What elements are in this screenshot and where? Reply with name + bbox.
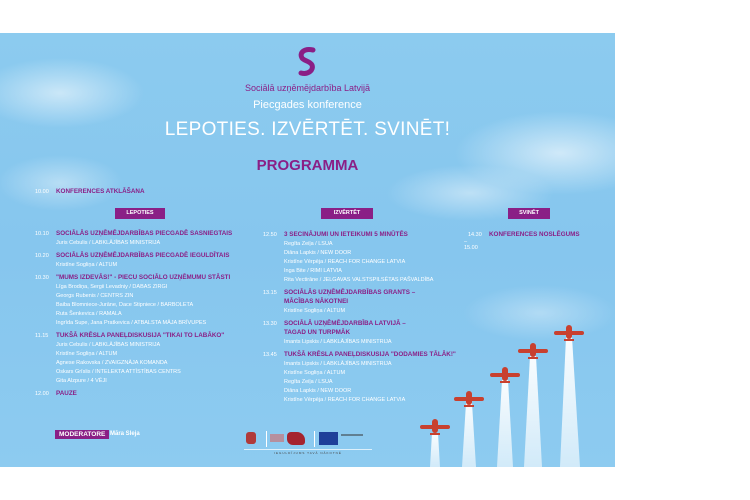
item-title: SOCIĀLĀS UZŅĒMĒJDARBĪBAS PIECGADĒ SASNIEGTAIS — [56, 230, 233, 237]
item-title: TUKŠĀ KRĒSLA PANEĻDISKUSIJA "DODAMIES TĀLĀK!" — [284, 351, 456, 358]
item-speaker: Ingrīda Supe, Jana Pratkevica / ATBALSTA MĀJA BRĪVUPES — [56, 320, 207, 326]
coat-of-arms-logo — [246, 432, 256, 444]
item-title: KONFERENCES NOSLĒGUMS — [489, 231, 580, 238]
divider — [244, 449, 372, 450]
program-heading: PROGRAMMA — [256, 157, 359, 174]
opening-title: KONFERENCES ATKLĀŠANA — [56, 188, 145, 195]
item-speaker: Imants Lipskis / LABKLĀJĪBAS MINISTRIJA — [284, 339, 392, 345]
conference-poster — [0, 33, 615, 467]
item-time: 10.10 — [35, 231, 49, 237]
conference-subtitle: Piecgades konference — [253, 99, 362, 111]
item-speaker: Diāna Lapkis / NEW DOOR — [284, 388, 352, 394]
item-title: MĀCĪBAS NĀKOTNEI — [284, 298, 349, 305]
item-time-end: – 15.00 — [464, 239, 478, 251]
item-speaker: Kristīne Sogliņa / ALTUM — [56, 351, 118, 357]
section-izvertet: IZVĒRTĒT — [321, 208, 373, 219]
section-lepoties: LEPOTIES — [115, 208, 165, 219]
divider — [266, 431, 267, 447]
item-speaker: Kristīne Vērpēja / REACH FOR CHANGE LATVIA — [284, 397, 406, 403]
moderator-label: MODERATORE — [55, 430, 109, 439]
item-title: SOCIĀLĀ UZŅĒMĒJDARBĪBA LATVIJĀ – — [284, 320, 406, 327]
item-time: 10.30 — [35, 275, 49, 281]
item-speaker: Ruta Šenkevica / RAMALA — [56, 311, 122, 317]
item-title: SOCIĀLĀS UZŅĒMĒJDARBĪBAS GRANTS – — [284, 289, 416, 296]
divider — [314, 431, 315, 447]
opening-time: 10.00 — [35, 189, 49, 195]
item-title: PAUZE — [56, 390, 77, 397]
item-speaker: Inga Bite / RIMI LATVIA — [284, 268, 342, 274]
item-speaker: Imants Lipskis / LABKLĀJĪBAS MINISTRIJA — [284, 361, 392, 367]
item-time: 13.15 — [263, 290, 277, 296]
sponsor-logos — [244, 429, 372, 453]
item-speaker: Agnese Rakovska / ZVAIGZNĀJA KOMANDA — [56, 360, 168, 366]
item-time: 12.00 — [35, 391, 49, 397]
eu-fund-text-logo — [341, 434, 363, 443]
item-speaker: Diāna Lapkis / NEW DOOR — [284, 250, 352, 256]
latvia-map-logo — [287, 432, 305, 445]
item-speaker: Juris Cebulis / LABKLĀJĪBAS MINISTRIJA — [56, 342, 161, 348]
item-speaker: Līga Brodiņa, Sergii Levadniy / DABAS ZIRGI — [56, 284, 168, 290]
item-time: 14.30 — [468, 232, 482, 238]
organization-name: Sociālā uzņēmējdarbība Latvijā — [244, 83, 371, 93]
item-speaker: Gita Alzpure / 4 VĒJI — [56, 378, 107, 384]
item-speaker: Kristīne Sogliņa / ALTUM — [284, 370, 346, 376]
item-speaker: Kristīne Sogliņa / ALTUM — [56, 262, 118, 268]
item-time: 12.50 — [263, 232, 277, 238]
item-title: TAGAD UN TURPMĀK — [284, 329, 350, 336]
item-time: 13.30 — [263, 321, 277, 327]
item-speaker: Kristīne Vērpēja / REACH FOR CHANGE LATVIA — [284, 259, 406, 265]
eu-flag-logo — [319, 432, 338, 445]
item-speaker: Kristīne Sogliņa / ALTUM — [284, 308, 346, 314]
section-svinet: SVINĒT — [508, 208, 550, 219]
item-time: 13.45 — [263, 352, 277, 358]
item-time: 10.20 — [35, 253, 49, 259]
item-title: SOCIĀLĀS UZŅĒMĒJDARBĪBAS PIECGADĒ IEGULDĪTAIS — [56, 252, 230, 259]
item-title: TUKŠĀ KRĒSLA PANEĻDISKUSIJA "TIKAI TO LABĀKO" — [56, 332, 225, 339]
ministry-logo — [270, 434, 284, 442]
item-title: "MUMS IZDEVĀS!" - PIECU SOCIĀLO UZŅĒMUMU STĀSTI — [56, 274, 231, 281]
item-speaker: Georgs Rubenis / CENTRS ZIN — [56, 293, 134, 299]
conference-title: LEPOTIES. IZVĒRTĒT. SVINĒT! — [164, 119, 451, 140]
footer-tagline: IEGULDĪJUMS TAVĀ NĀKOTNĒ — [274, 451, 342, 455]
item-speaker: Juris Cebulis / LABKLĀJĪBAS MINISTRIJA — [56, 240, 161, 246]
moderator-name: Māra Sleja — [110, 431, 140, 437]
item-time: 11.15 — [35, 333, 49, 339]
logo-s-icon — [296, 47, 318, 77]
item-speaker: Regīta Zeiļa / LSUA — [284, 241, 333, 247]
item-speaker: Baiba Blomniece-Jurāne, Dace Stipniece / BARBOLETA — [56, 302, 194, 308]
item-speaker: Oskars Grīslis / INTELEKTA ATTĪSTĪBAS CENTRS — [56, 369, 181, 375]
item-speaker: Regīta Zeiļa / LSUA — [284, 379, 333, 385]
item-title: 3 SECINĀJUMI UN IETEIKUMI 5 MINŪTĒS — [284, 231, 408, 238]
item-speaker: Rita Vectirāne / JELGAVAS VALSTSPILSĒTAS PAŠVALDĪBA — [284, 277, 434, 283]
airplanes-illustration — [410, 323, 615, 467]
